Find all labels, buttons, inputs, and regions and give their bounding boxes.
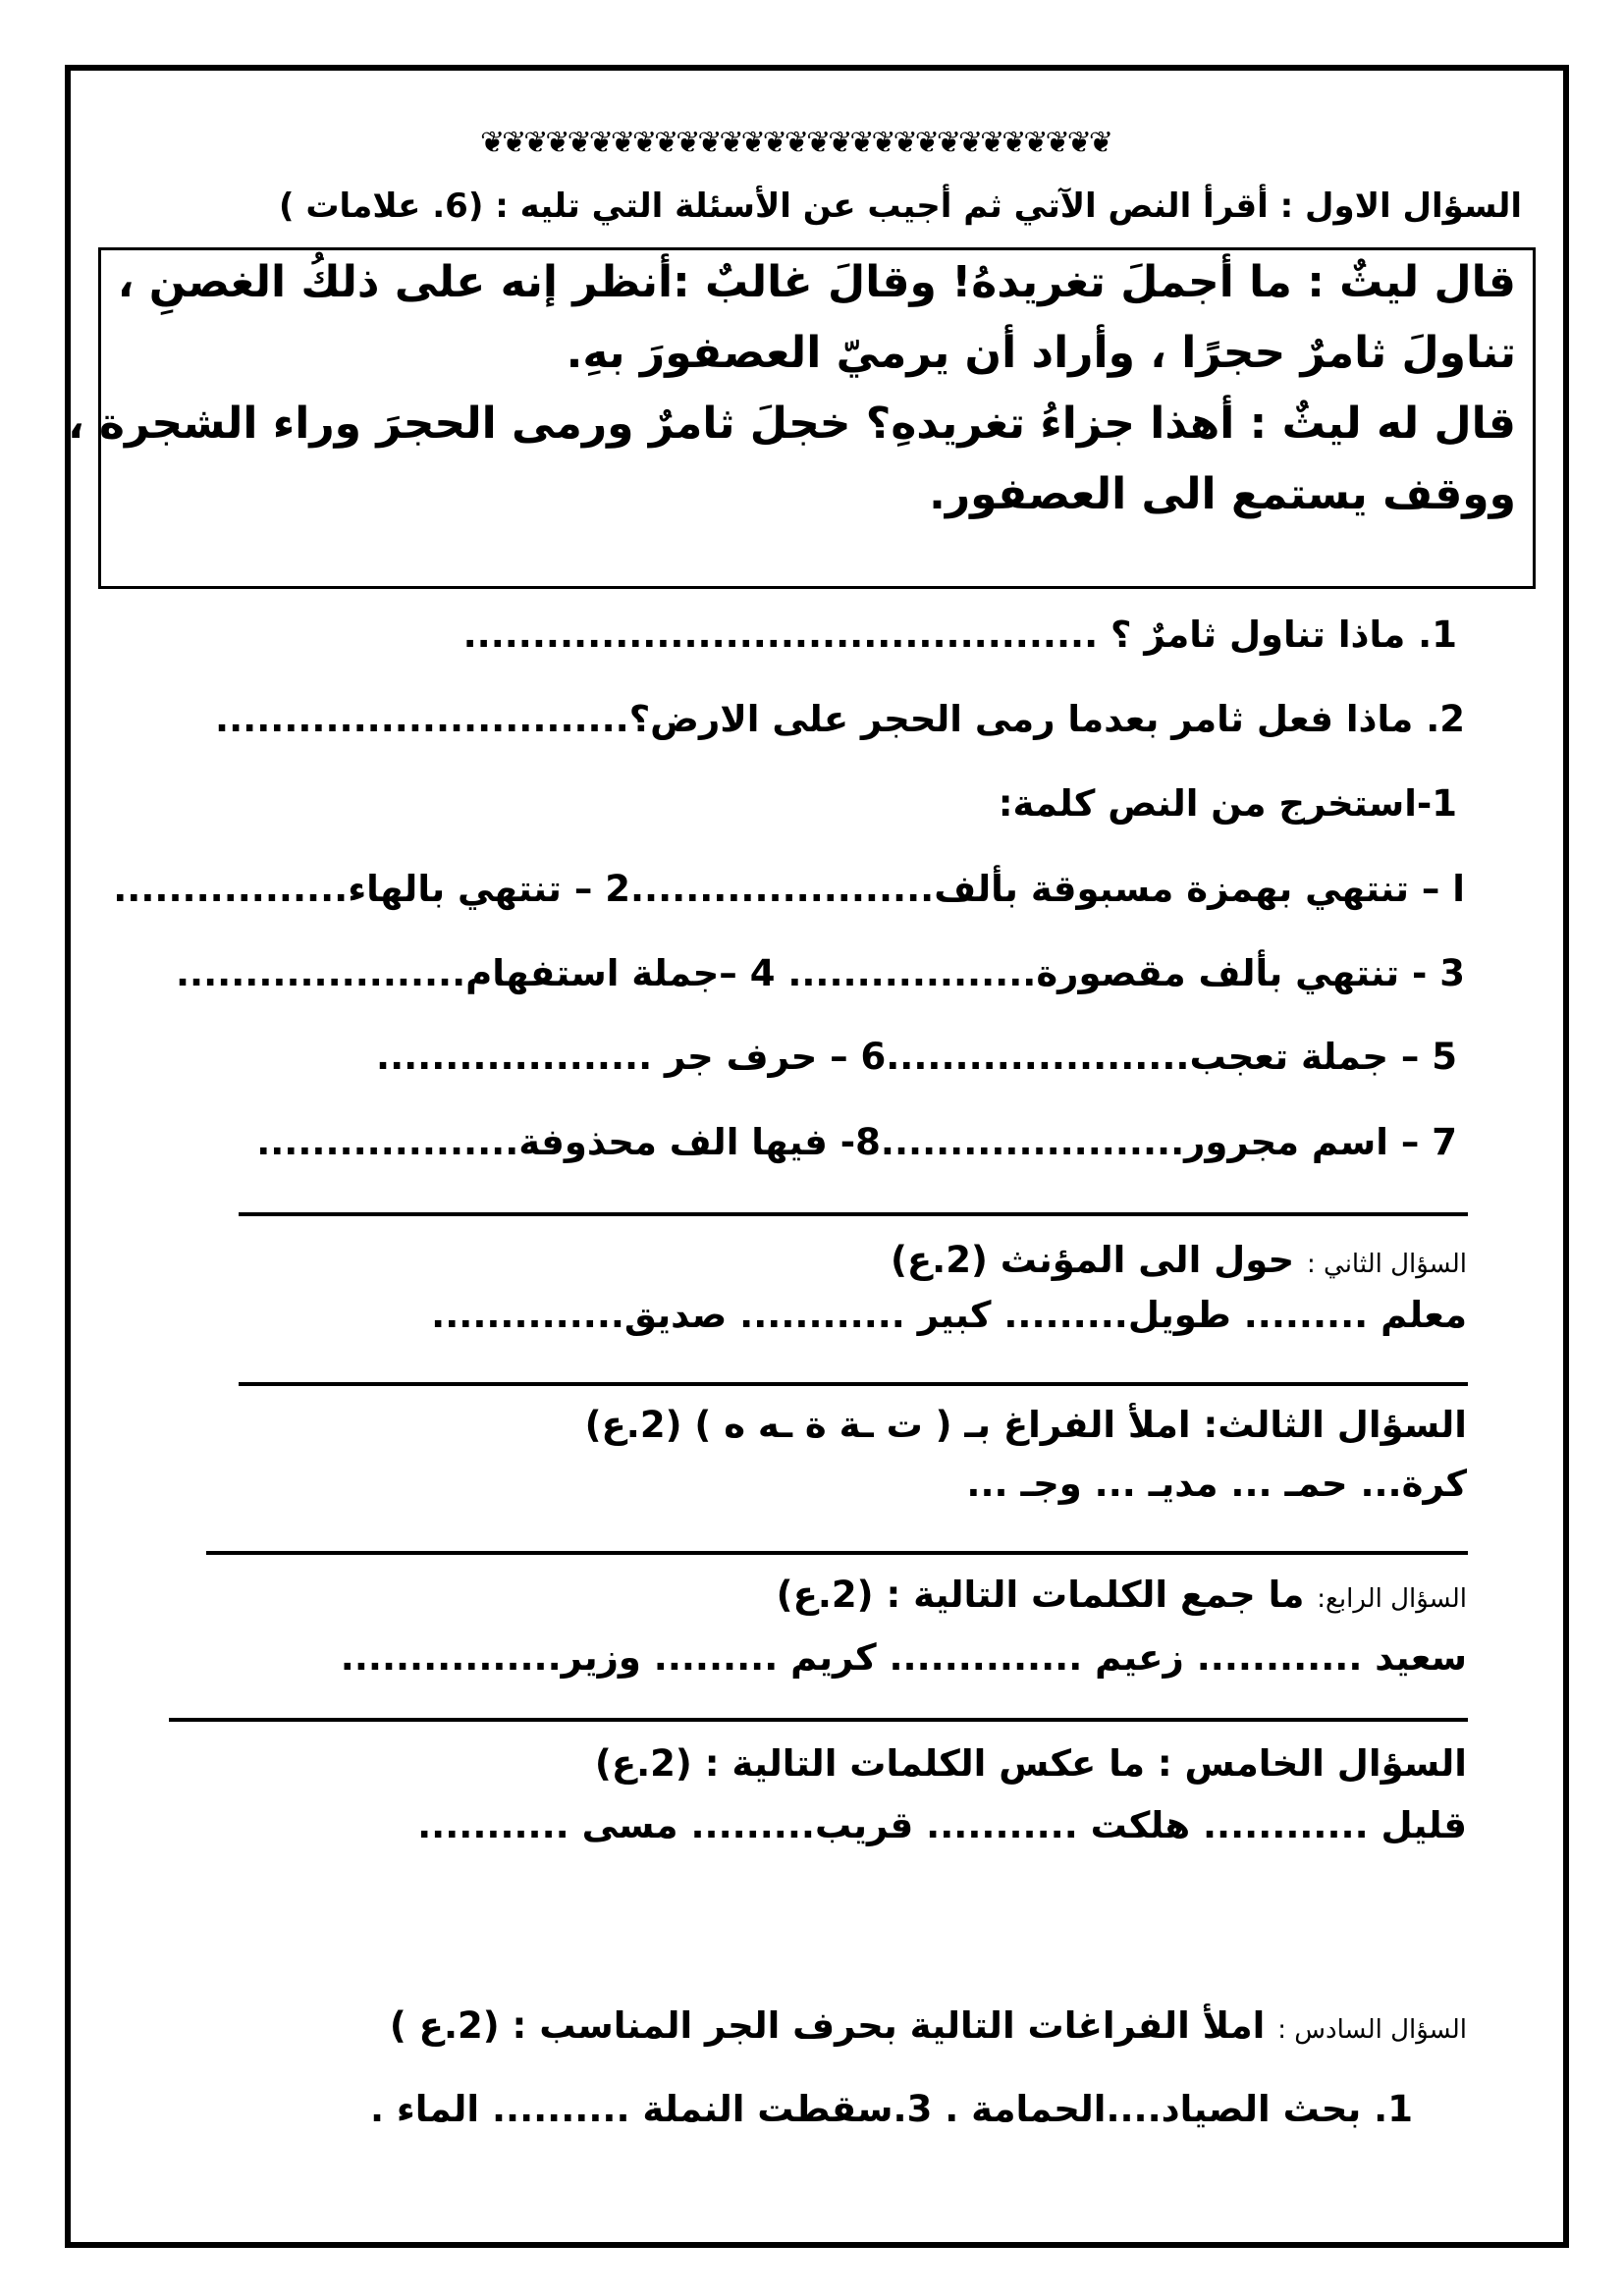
q5-line: قليل ............ هلكت ........... قريب......... مسى ........... <box>417 1804 1467 1846</box>
q6-label: السؤال السادس : <box>1277 2015 1467 2045</box>
q6-heading <box>390 2004 1467 2047</box>
q6-line: 1. بحث الصياد....الحمامة . 3.سقطت النملة .......... الماء . <box>369 2088 1413 2130</box>
extract-item: 3 - تنتهي بألف مقصورة.................. 4 –جملة استفهام..................... <box>176 952 1465 994</box>
q2-line: معلم ......... طويل......... كبير ............ صديق.............. <box>431 1294 1467 1336</box>
question-2: 2. ماذا فعل ثامر بعدما رمى الحجر على الارض؟.............................. <box>215 698 1465 740</box>
divider <box>206 1551 1468 1555</box>
divider <box>239 1382 1468 1386</box>
ornament-divider: ❦❦❦❦❦❦❦❦❦❦❦❦❦❦❦❦❦❦❦❦❦❦❦❦❦❦❦❦❦ <box>480 126 1110 160</box>
q2-text: حول الى المؤنث (2.ع) <box>890 1239 1295 1281</box>
q1-heading: السؤال الاول : أقرأ النص الآتي ثم أجيب عن الأسئلة التي تليه : (6. علامات ) <box>279 187 1522 226</box>
q4-heading <box>777 1574 1467 1616</box>
extract-item: ا – تنتهي بهمزة مسبوقة بألف......................2 – تنتهي بالهاء................. <box>113 868 1465 910</box>
extract-heading: 1-استخرج من النص كلمة: <box>998 782 1457 825</box>
q4-label: السؤال الرابع: <box>1317 1584 1467 1614</box>
divider <box>169 1718 1468 1722</box>
q4-line: سعيد ............ زعيم .............. كريم ......... وزير................ <box>340 1636 1467 1679</box>
q4-text: ما جمع الكلمات التالية : (2.ع) <box>776 1574 1305 1616</box>
extract-item: 5 – جملة تعجب......................6 – حرف جر .................... <box>376 1036 1457 1078</box>
passage-line: ووقف يستمع الى العصفور. <box>929 469 1516 519</box>
passage-line: تناولَ ثامرٌ حجرًا ، وأراد أن يرميّ العصفورَ بهِ. <box>566 328 1516 378</box>
extract-item: 7 – اسم مجرور......................8- فيها الف محذوفة................... <box>256 1121 1457 1163</box>
passage-line: قال ليثٌ : ما أجملَ تغريدهُ! وقالَ غالبٌ :أنظر إنه على ذلكُ الغصنِ ، <box>117 257 1516 307</box>
question-1: 1. ماذا تناول ثامرٌ ؟ .............................................. <box>462 614 1457 656</box>
divider <box>239 1212 1468 1216</box>
q2-heading <box>891 1239 1467 1281</box>
q3-heading: السؤال الثالث: املأ الفراغ بـ ( ت ـة ة ـه ه ) (2.ع) <box>584 1404 1467 1446</box>
q6-text: املأ الفراغات التالية بحرف الجر المناسب : (2.ع ) <box>389 2004 1266 2047</box>
q5-heading: السؤال الخامس : ما عكس الكلمات التالية : (2.ع) <box>594 1742 1467 1785</box>
q3-line: كرة... حمـ ... مديـ ... وجـ ... <box>966 1463 1467 1505</box>
q2-label: السؤال الثاني : <box>1307 1250 1467 1279</box>
passage-line: قال له ليثٌ : أهذا جزاءُ تغريدهِ؟ خجلَ ثامرٌ ورمى الحجرَ وراء الشجرة ، <box>67 399 1516 449</box>
